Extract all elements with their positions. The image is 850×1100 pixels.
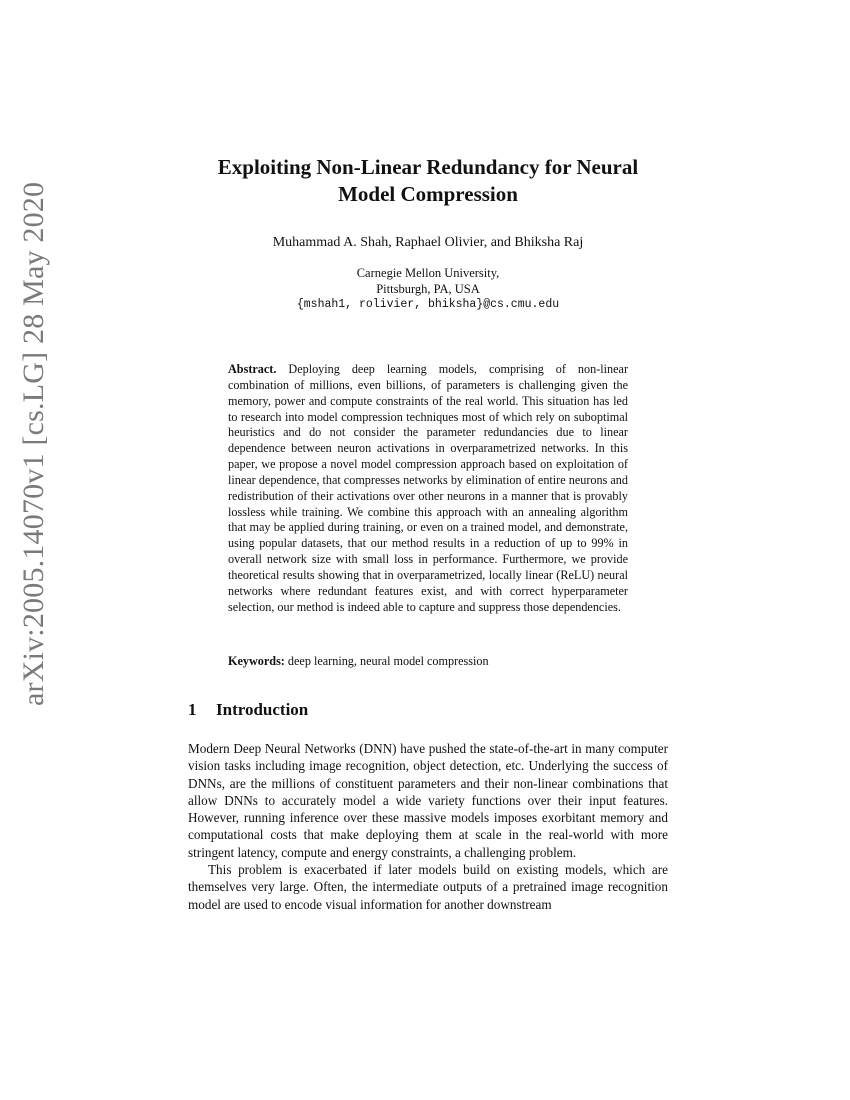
keywords-label: Keywords: [228, 654, 285, 668]
keywords-text: deep learning, neural model compression [287, 654, 489, 668]
body-paragraph-2: This problem is exacerbated if later models build on existing models, which are themselves very large. Often, the intermediate outputs of a pretrained image recognition model are used to encode visual information for another downstream [188, 862, 668, 912]
section-number: 1 [188, 700, 197, 719]
affiliation [150, 265, 706, 313]
arxiv-identifier: arXiv:2005.14070v1 [cs.LG] 28 May 2020 [17, 181, 50, 706]
paper-title [150, 154, 706, 208]
institution: Carnegie Mellon University, [356, 266, 500, 280]
abstract-label: Abstract. [228, 362, 277, 376]
abstract [228, 362, 628, 616]
section-heading [188, 700, 308, 720]
title-line-1: Exploiting Non-Linear Redundancy for Neural [217, 155, 639, 179]
section-title: Introduction [216, 700, 309, 719]
body-paragraph-1: Modern Deep Neural Networks (DNN) have pushed the state-of-the-art in many computer vision tasks including image recognition, object detection, etc. Underlying the success of DNNs, are the millions of constituent parameters and their non-linear combinations that allow DNNs to accurately model a wide variety functions over their input features. However, running inference over these massive models imposes exorbitant memory and computational costs that make deploying them at scale in the real-world with more stringent latency, compute and energy constraints, a challenging problem. [188, 741, 668, 860]
abstract-text: Deploying deep learning models, comprising of non-linear combination of millions, even billions, of parameters is challenging given the memory, power and compute constraints of the real world. This situation has led to research into model compression techniques most of which rely on suboptimal heuristics and do not consider the parameter redundancies due to linear dependence between neuron activations in overparametrized networks. In this paper, we propose a novel model compression approach based on exploitation of linear dependence, that compresses networks by elimination of entire neurons and redistribution of their activations over other neurons in a manner that is provably lossless while training. We combine this approach with an annealing algorithm that may be applied during training, or even on a trained model, and demonstrate, using popular datasets, that our method results in a reduction of up to 99% in overall network size with small loss in performance. Furthermore, we provide theoretical results showing that in overparametrized, locally linear (ReLU) neural networks where redundant features exist, and with correct hyperparameter selection, our method is indeed able to capture and suppress those dependencies. [228, 362, 628, 614]
section-body [188, 740, 668, 913]
title-line-2: Model Compression [338, 182, 518, 206]
author-emails: {mshah1, rolivier, bhiksha}@cs.cmu.edu [296, 298, 560, 311]
location: Pittsburgh, PA, USA [376, 282, 480, 296]
keywords [228, 653, 628, 669]
author-list: Muhammad A. Shah, Raphael Olivier, and Bhiksha Raj [272, 235, 584, 250]
